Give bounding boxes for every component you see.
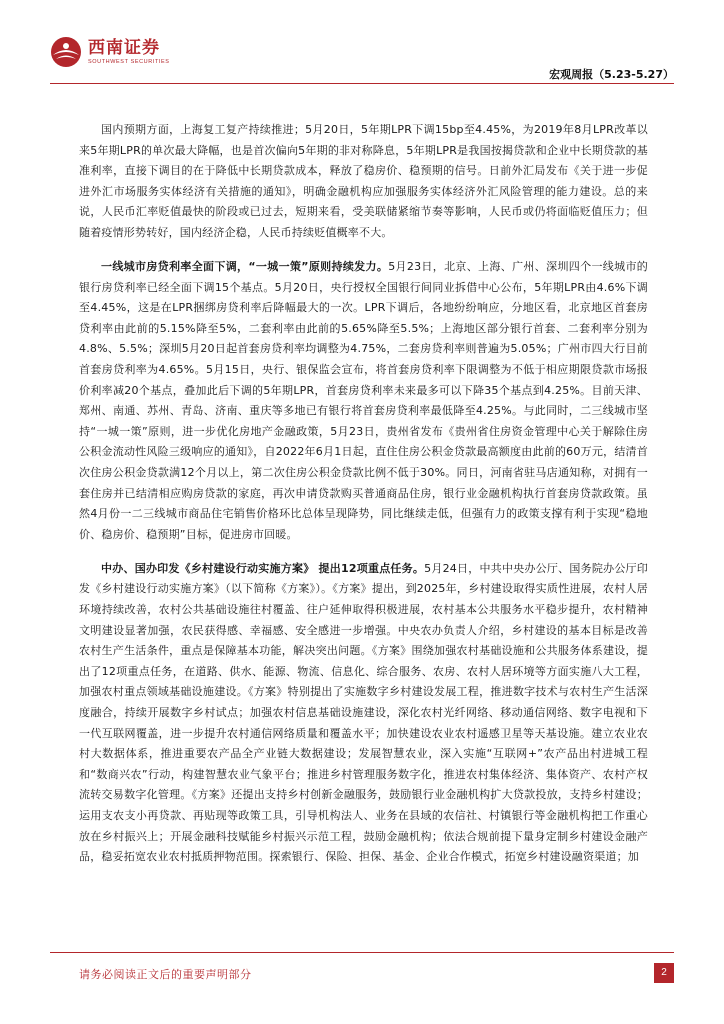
report-title: 宏观周报（5.23-5.27）: [549, 68, 674, 81]
paragraph-mortgage-rates: [79, 257, 648, 545]
southwest-securities-logo-icon: [50, 36, 82, 68]
logo-english-name: SOUTHWEST SECURITIES: [88, 58, 170, 65]
paragraph-text: 国内预期方面，上海复工复产持续推进；5月20日，5年期LPR下调15bp至4.45%，为2019年8月LPR改革以来5年期LPR的单次最大降幅，也是首次偏向5年期的非对称降息，5年期LPR是我国按揭贷款和企业中长期贷款的基准利率，直接下调目的在于降低中长期贷款成本，释放了稳房价、稳预期的信号。日前外汇局发布《关于进一步促进外汇市场服务实体经济有关措施的通知》，明确金融机构应加强服务实体经济外汇风险管理的能力建设。总的来说，人民币汇率贬值最快的阶段或已过去，短期来看，受美联储紧缩节奏等影响，人民币或仍将面临贬值压力；但随着疫情形势转好，国内经济企稳，人民币持续贬值概率不大。: [79, 123, 648, 239]
report-body: [79, 120, 648, 881]
company-logo: [50, 36, 170, 68]
paragraph-lead: 中办、国办印发《乡村建设行动实施方案》 提出12项重点任务。: [101, 561, 425, 575]
disclaimer-note: 请务必阅读正文后的重要声明部分: [79, 968, 252, 981]
logo-chinese-name: 西南证券: [88, 37, 160, 58]
page-header: [50, 36, 674, 86]
header-divider: [50, 83, 674, 84]
paragraph-rural-construction: [79, 559, 648, 868]
paragraph-text: 5月23日，北京、上海、广州、深圳四个一线城市的银行房贷利率已经全面下调15个基点。5月20日，央行授权全国银行间同业拆借中心公布，5年期LPR由4.6%下调至4.45%，这是在LPR捆绑房贷利率后降幅最大的一次。LPR下调后，各地纷纷响应，分地区看，北京地区首套房贷利率由此前的5.15%降至5%，二套利率由此前的5.65%降至5.5%；上海地区部分银行首套、二套利率分别为4.8%、5.5%；深圳5月20日起首套房贷利率均调整为4.75%，二套房贷利率则普遍为5.05%；广州市四大行目前首套房贷利率为4.65%。5月15日，央行、银保监会宣布，将首套房贷利率下限调整为不低于相应期限贷款市场报价利率减20个基点，叠加此后下调的5年期LPR，首套房贷利率未来最多可以下降35个基点到4.25%。目前天津、郑州、南通、苏州、青岛、济南、重庆等多地已有银行将首套房贷利率最低降至4.25%。与此同时，二三线城市坚持“一城一策”原则，进一步优化房地产金融政策，5月23日，贵州省发布《贵州省住房资金管理中心关于解除住房公积金流动性风险三级响应的通知》，自2022年6月1日起，直住住房公积金贷款最高额度由此前的60万元，结清首次住房公积金贷款满12个月以上，第二次住房公积金贷款比例不低于30%。同日，河南省驻马店通知称，对拥有一套住房并已结清相应购房贷款的家庭，再次申请贷款购买普通商品住房，银行业金融机构执行首套房贷款政策。虽然4月份一二三线城市商品住宅销售价格环比总体呈现降势，同比继续走低，但强有力的政策支撑有利于实现“稳地价、稳房价、稳预期”目标，促进房市回暖。: [79, 260, 648, 541]
paragraph-fx-outlook: [79, 120, 648, 244]
page-number: 2: [654, 963, 674, 983]
footer-divider: [50, 952, 674, 953]
paragraph-text: 5月24日，中共中央办公厅、国务院办公厅印发《乡村建设行动实施方案》（以下简称《方案》）。《方案》提出，到2025年，乡村建设取得实质性进展，农村人居环境持续改善，农村公共基础设施往村覆盖、往户延伸取得积极进展，农村基本公共服务水平稳步提升，农村精神文明建设显著加强，农民获得感、幸福感、安全感进一步增强。中央农办负责人介绍，乡村建设的基本目标是改善农村生产生活条件，重点是保障基本功能，解决突出问题。《方案》围绕加强农村基础设施和公共服务体系建设，提出了12项重点任务，在道路、供水、能源、物流、信息化、综合服务、农房、农村人居环境等方面实施八大工程，加强农村重点领域基础设施建设。《方案》特别提出了实施数字乡村建设发展工程，推进数字技术与农村生产生活深度融合，持续开展数字乡村试点；加强农村信息基础设施建设，深化农村光纤网络、移动通信网络、数字电视和下一代互联网覆盖，进一步提升农村通信网络质量和覆盖水平；加快建设农业农村遥感卫星等天基设施。建立农业农村大数据体系，推进重要农产品全产业链大数据建设；发展智慧农业，深入实施“互联网+”农产品出村进城工程和“数商兴农”行动，构建智慧农业气象平台；推进乡村管理服务数字化，推进农村集体经济、集体资产、农村产权流转交易数字化管理。《方案》还提出支持乡村创新金融服务，鼓励银行业金融机构扩大贷款投放，支持乡村建设；运用支农支小再贷款、再贴现等政策工具，引导机构法人、业务在县域的农信社、村镇银行等金融机构把工作重心放在乡村振兴上；开展金融科技赋能乡村振兴示范工程，鼓励金融机构；依法合规前提下量身定制乡村建设金融产品，稳妥拓宽农业农村抵质押物范围。探索银行、保险、担保、基金、企业合作模式，拓宽乡村建设融资渠道；加: [79, 561, 648, 864]
paragraph-lead: 一线城市房贷利率全面下调，“一城一策”原则持续发力。: [101, 260, 389, 274]
